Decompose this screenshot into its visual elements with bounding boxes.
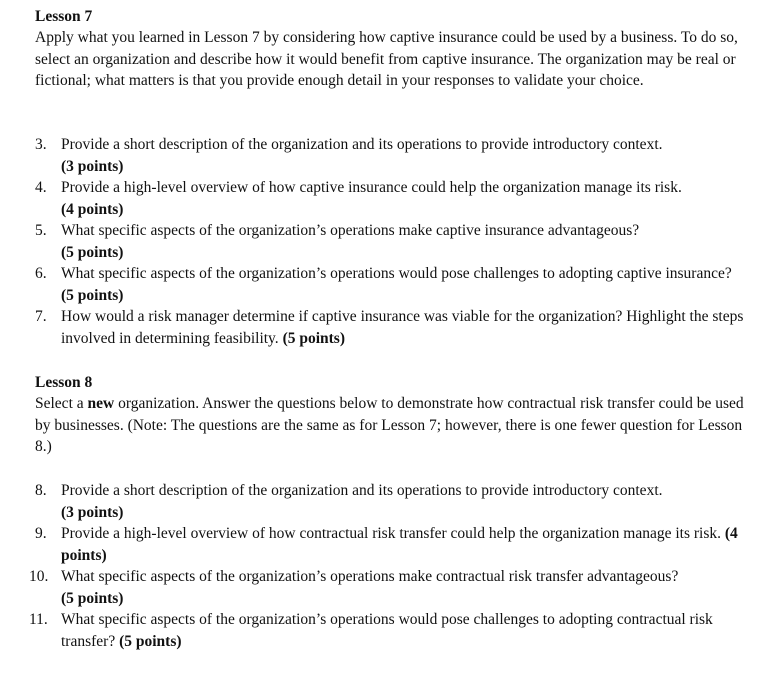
question-points: (4 points) [61,525,738,564]
question-text: Provide a high-level overview of how captive insurance could help the organization manage its risk. [61,179,682,196]
question-item [35,523,745,566]
question-points: (5 points) [119,632,182,650]
question-points: (4 points) [61,200,124,218]
question-text: How would a risk manager determine if captive insurance was viable for the organization? Highlight the steps involved in determining feasibility. [61,308,744,347]
question-number: 11. [29,611,48,628]
question-number: 8. [35,482,47,499]
question-number: 7. [35,308,47,325]
question-item [35,134,745,177]
lesson-8-intro-rest: organization. Answer the questions below to demonstrate how contractual risk transfer could be used by businesses. (Note: The questions are the same as for Lesson 7; however, there is one fewer question for Lesson 8.) [35,395,744,455]
question-points: (5 points) [61,286,124,304]
lesson-7-heading: Lesson 7 [35,8,93,25]
lesson-8-intro-start: Select a [35,395,88,412]
question-item [35,263,745,306]
question-points: (3 points) [61,503,124,521]
lesson-7-questions [35,134,745,349]
lesson-8-questions [29,480,745,652]
question-text: What specific aspects of the organization’s operations would pose challenges to adopting contractual risk transfer? [61,611,713,650]
question-number: 4. [35,179,47,196]
question-item [35,177,745,220]
question-number: 3. [35,136,47,153]
lesson-8-intro-emphasis: new [87,395,115,412]
question-text: Provide a short description of the organization and its operations to provide introductory context. [61,136,663,153]
question-text: Provide a short description of the organization and its operations to provide introductory context. [61,482,663,499]
lesson-8-intro [35,393,745,458]
question-number: 10. [29,568,49,585]
lesson-8-section [35,372,745,458]
question-points: (5 points) [61,589,124,607]
question-text: Provide a high-level overview of how contractual risk transfer could help the organization manage its risk. [61,525,721,542]
question-item [35,480,745,523]
question-text: What specific aspects of the organization’s operations would pose challenges to adopting captive insurance? [61,265,732,282]
question-number: 6. [35,265,47,282]
question-points: (3 points) [61,157,124,175]
question-text: What specific aspects of the organization’s operations make contractual risk transfer advantageous? [61,568,679,585]
question-item [35,306,745,349]
question-points: (5 points) [61,243,124,261]
lesson-7-section [35,6,745,92]
lesson-7-intro: Apply what you learned in Lesson 7 by considering how captive insurance could be used by a business. To do so, select an organization and describe how it would benefit from captive insurance. The organization may be real or fictional; what matters is that you provide enough detail in your responses to validate your choice. [35,29,738,89]
lesson-8-heading: Lesson 8 [35,374,93,391]
question-item [29,609,745,652]
question-number: 5. [35,222,47,239]
question-number: 9. [35,525,47,542]
question-text: What specific aspects of the organization’s operations make captive insurance advantageous? [61,222,640,239]
question-points: (5 points) [282,329,346,347]
question-item [29,566,745,609]
question-item [35,220,745,263]
